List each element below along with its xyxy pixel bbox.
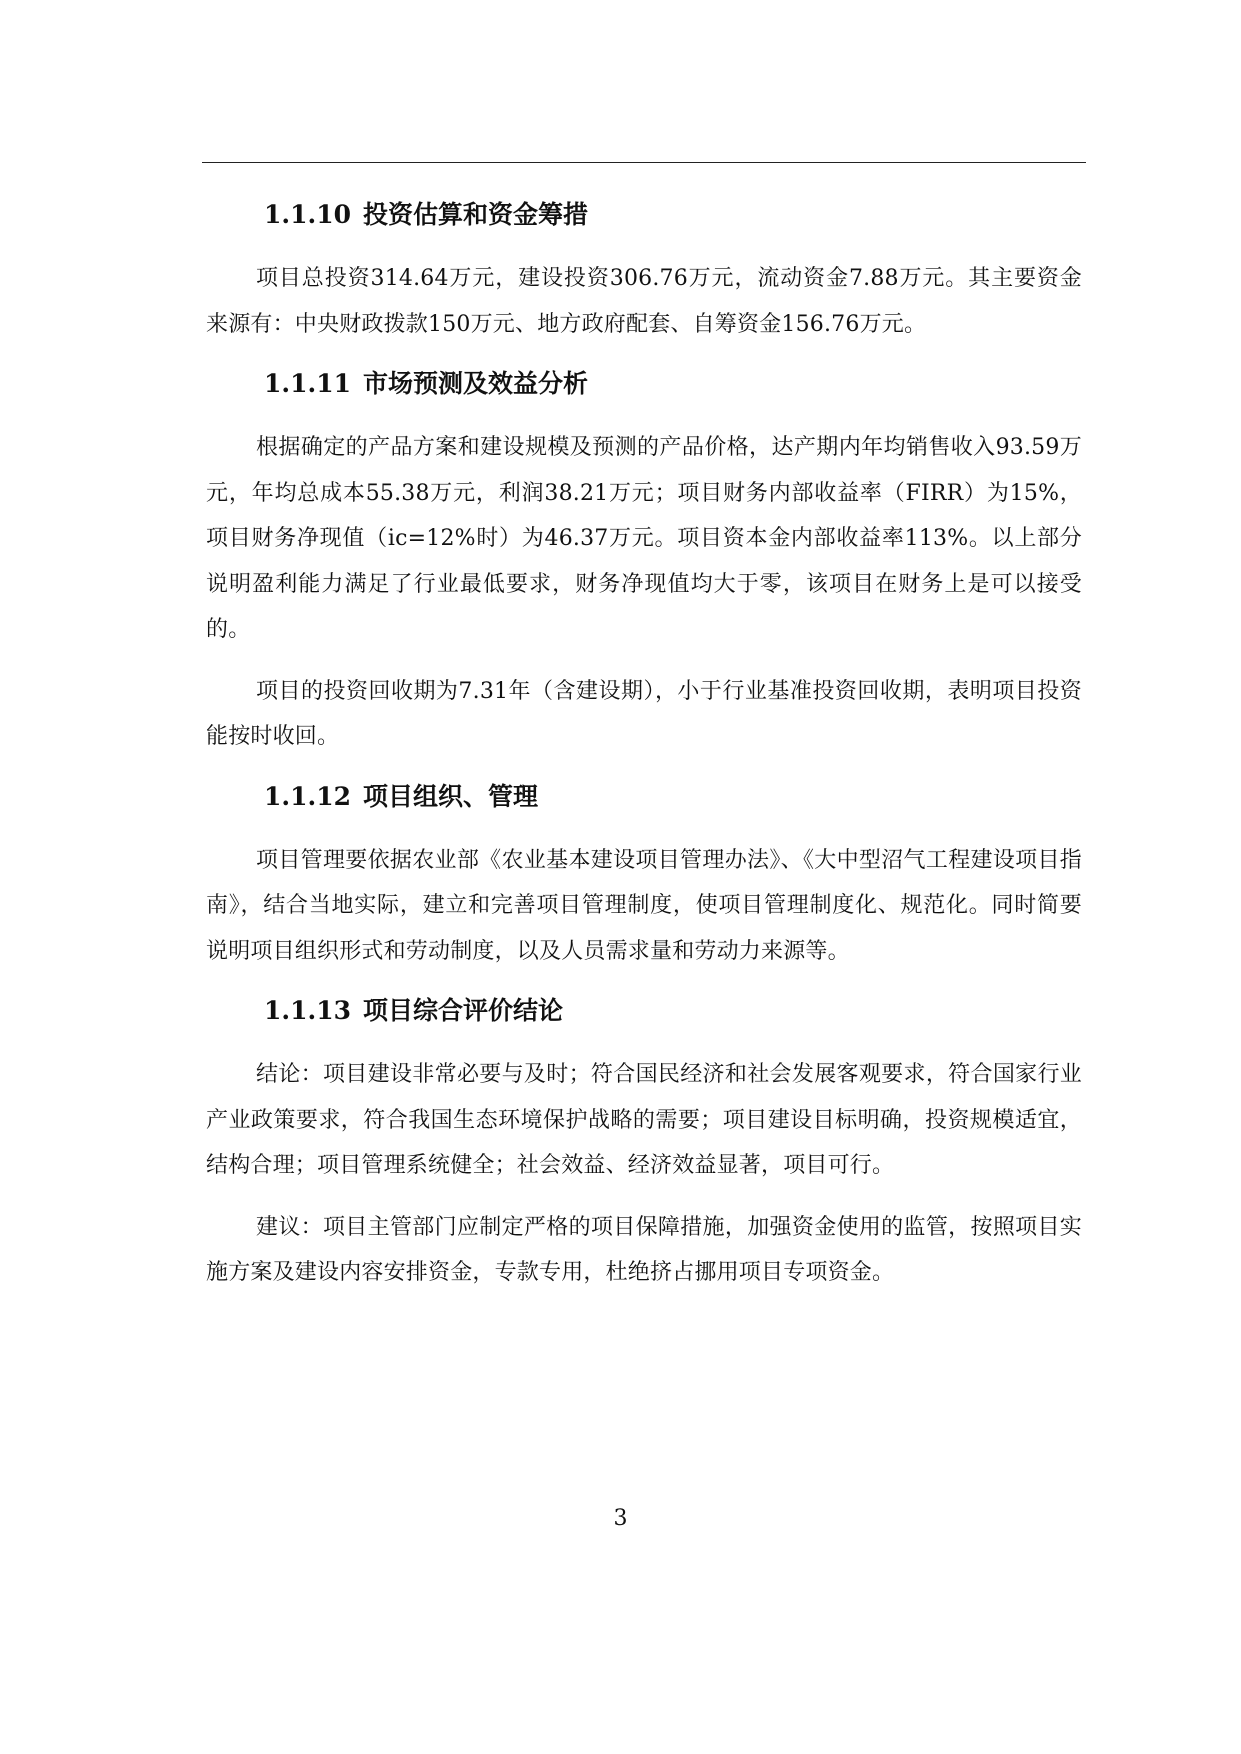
- section-investment: [206, 198, 1082, 347]
- section-title: 项目组织、管理: [363, 781, 539, 811]
- section-heading: [264, 780, 1082, 814]
- paragraph: 项目管理要依据农业部《农业基本建设项目管理办法》、《大中型沼气工程建设项目指南》，结合当地实际，建立和完善项目管理制度，使项目管理制度化、规范化。同时简要说明项目组织形式和劳动制度，以及人员需求量和劳动力来源等。: [206, 847, 1082, 964]
- section-heading: [264, 198, 1082, 232]
- paragraph: 结论：项目建设非常必要与及时；符合国民经济和社会发展客观要求，符合国家行业产业政策要求，符合我国生态环境保护战略的需要；项目建设目标明确，投资规模适宜，结构合理；项目管理系统健全；社会效益、经济效益显著，项目可行。: [206, 1062, 1082, 1178]
- section-number: 1.1.11: [264, 369, 351, 398]
- section-heading: [264, 994, 1082, 1028]
- section-title: 投资估算和资金筹措: [363, 200, 589, 229]
- section-title: 市场预测及效益分析: [363, 369, 589, 398]
- section-number: 1.1.10: [264, 200, 351, 229]
- header-rule: [202, 162, 1086, 163]
- section-market-benefit: [206, 367, 1082, 760]
- paragraph: 根据确定的产品方案和建设规模及预测的产品价格，达产期内年均销售收入93.59万元，年均总成本55.38万元，利润38.21万元；项目财务内部收益率（FIRR）为15%，项目财务净现值（ic=12%时）为46.37万元。项目资本金内部收益率113%。以上部分说明盈利能力满足了行业最低要求，财务净现值均大于零，该项目在财务上是可以接受的。: [206, 435, 1082, 642]
- section-organization: [206, 780, 1082, 975]
- page-content: [206, 198, 1082, 1316]
- paragraph: 建议：项目主管部门应制定严格的项目保障措施，加强资金使用的监管，按照项目实施方案及建设内容安排资金，专款专用，杜绝挤占挪用项目专项资金。: [206, 1214, 1082, 1285]
- section-title: 项目综合评价结论: [363, 996, 564, 1025]
- section-number: 1.1.12: [264, 781, 351, 811]
- section-conclusion: [206, 994, 1082, 1296]
- section-number: 1.1.13: [264, 996, 351, 1025]
- page-number: 3: [613, 1506, 628, 1531]
- paragraph: 项目总投资314.64万元，建设投资306.76万元，流动资金7.88万元。其主要资金来源有：中央财政拨款150万元、地方政府配套、自筹资金156.76万元。: [206, 266, 1082, 337]
- section-heading: [264, 367, 1082, 401]
- paragraph: 项目的投资回收期为7.31年（含建设期），小于行业基准投资回收期，表明项目投资能按时收回。: [206, 678, 1082, 749]
